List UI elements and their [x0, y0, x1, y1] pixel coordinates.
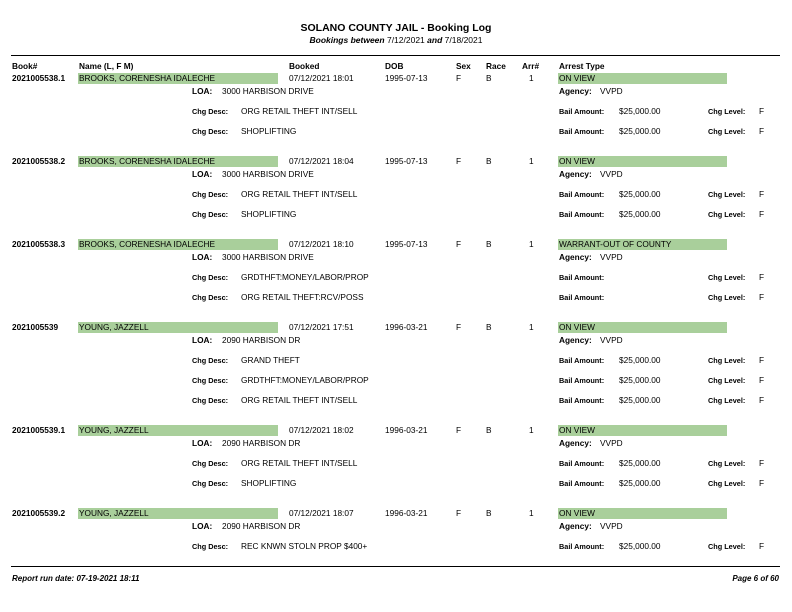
chg-desc-value: SHOPLIFTING — [241, 209, 297, 219]
chg-level-label: Chg Level: — [708, 107, 746, 116]
bail-amount-label: Bail Amount: — [559, 542, 605, 551]
chg-desc-value: SHOPLIFTING — [241, 126, 297, 136]
col-header-race: Race — [486, 61, 506, 71]
bail-amount-value: $25,000.00 — [619, 375, 661, 385]
chg-desc-value: ORG RETAIL THEFT INT/SELL — [241, 189, 358, 199]
bail-amount-label: Bail Amount: — [559, 190, 605, 199]
booked-datetime: 07/12/2021 18:02 — [289, 425, 354, 435]
dob: 1995-07-13 — [385, 239, 428, 249]
inmate-name: BROOKS, CORENESHA IDALECHE — [78, 156, 278, 167]
sex: F — [456, 156, 462, 166]
chg-level-label: Chg Level: — [708, 376, 746, 385]
chg-level-label: Chg Level: — [708, 542, 746, 551]
bail-amount-value: $25,000.00 — [619, 126, 661, 136]
loa-label: LOA: — [192, 335, 213, 345]
inmate-name: BROOKS, CORENESHA IDALECHE — [78, 73, 278, 84]
book-number: 2021005538.2 — [12, 156, 66, 166]
bail-amount-value: $25,000.00 — [619, 189, 661, 199]
chg-desc-value: ORG RETAIL THEFT:RCV/POSS — [241, 292, 364, 302]
chg-level-label: Chg Level: — [708, 356, 746, 365]
arrest-type: ON VIEW — [558, 425, 727, 436]
bail-amount-label: Bail Amount: — [559, 479, 605, 488]
arrest-number: 1 — [529, 322, 534, 332]
chg-desc-label: Chg Desc: — [192, 459, 229, 468]
chg-desc-label: Chg Desc: — [192, 479, 229, 488]
loa-label: LOA: — [192, 169, 213, 179]
chg-level-value: F — [759, 189, 765, 199]
bail-amount-value: $25,000.00 — [619, 395, 661, 405]
race: B — [486, 425, 492, 435]
chg-level-value: F — [759, 375, 765, 385]
bail-amount-label: Bail Amount: — [559, 376, 605, 385]
chg-level-label: Chg Level: — [708, 127, 746, 136]
chg-desc-value: GRDTHFT:MONEY/LABOR/PROP — [241, 375, 369, 385]
book-number: 2021005539.1 — [12, 425, 66, 435]
agency-label: Agency: — [559, 252, 592, 262]
race: B — [486, 73, 492, 83]
arrest-type: ON VIEW — [558, 322, 727, 333]
bail-amount-label: Bail Amount: — [559, 459, 605, 468]
bail-amount-label: Bail Amount: — [559, 273, 605, 282]
bail-amount-label: Bail Amount: — [559, 293, 605, 302]
book-number: 2021005539 — [12, 322, 59, 332]
subtitle-prefix: Bookings between — [309, 35, 385, 45]
agency-value: VVPD — [600, 252, 623, 262]
chg-desc-label: Chg Desc: — [192, 273, 229, 282]
booked-datetime: 07/12/2021 18:01 — [289, 73, 354, 83]
agency-value: VVPD — [600, 521, 623, 531]
sex: F — [456, 508, 462, 518]
chg-level-value: F — [759, 355, 765, 365]
agency-value: VVPD — [600, 169, 623, 179]
agency-value: VVPD — [600, 86, 623, 96]
chg-desc-value: GRAND THEFT — [241, 355, 300, 365]
chg-desc-value: SHOPLIFTING — [241, 478, 297, 488]
agency-label: Agency: — [559, 438, 592, 448]
chg-level-value: F — [759, 209, 765, 219]
agency-label: Agency: — [559, 86, 592, 96]
loa-label: LOA: — [192, 438, 213, 448]
chg-level-value: F — [759, 395, 765, 405]
race: B — [486, 508, 492, 518]
chg-level-value: F — [759, 272, 765, 282]
arrest-type: ON VIEW — [558, 508, 727, 519]
bail-amount-value: $25,000.00 — [619, 458, 661, 468]
arrest-number: 1 — [529, 508, 534, 518]
arrest-number: 1 — [529, 156, 534, 166]
chg-level-label: Chg Level: — [708, 273, 746, 282]
loa-value: 3000 HARBISON DRIVE — [222, 86, 314, 96]
inmate-name: YOUNG, JAZZELL — [78, 508, 278, 519]
bail-amount-value: $25,000.00 — [619, 106, 661, 116]
bail-amount-value: $25,000.00 — [619, 355, 661, 365]
dob: 1995-07-13 — [385, 156, 428, 166]
col-header-booked: Booked — [289, 61, 320, 71]
loa-value: 2090 HARBISON DR — [222, 521, 301, 531]
chg-level-label: Chg Level: — [708, 293, 746, 302]
race: B — [486, 239, 492, 249]
agency-value: VVPD — [600, 438, 623, 448]
book-number: 2021005538.1 — [12, 73, 66, 83]
chg-level-value: F — [759, 541, 765, 551]
chg-desc-label: Chg Desc: — [192, 356, 229, 365]
race: B — [486, 322, 492, 332]
col-header-name: Name (L, F M) — [79, 61, 134, 71]
sex: F — [456, 73, 462, 83]
book-number: 2021005538.3 — [12, 239, 66, 249]
dob: 1995-07-13 — [385, 73, 428, 83]
header-divider — [11, 55, 780, 56]
loa-label: LOA: — [192, 521, 213, 531]
chg-desc-label: Chg Desc: — [192, 127, 229, 136]
arrest-type: ON VIEW — [558, 73, 727, 84]
bail-amount-label: Bail Amount: — [559, 210, 605, 219]
report-run-date: Report run date: 07-19-2021 18:11 — [12, 574, 140, 583]
bail-amount-label: Bail Amount: — [559, 107, 605, 116]
bail-amount-label: Bail Amount: — [559, 127, 605, 136]
book-number: 2021005539.2 — [12, 508, 66, 518]
race: B — [486, 156, 492, 166]
chg-level-value: F — [759, 292, 765, 302]
inmate-name: YOUNG, JAZZELL — [78, 322, 278, 333]
agency-value: VVPD — [600, 335, 623, 345]
report-subtitle — [0, 35, 792, 45]
chg-desc-label: Chg Desc: — [192, 542, 229, 551]
bail-amount-value: $25,000.00 — [619, 209, 661, 219]
bail-amount-label: Bail Amount: — [559, 396, 605, 405]
subtitle-and: and — [427, 35, 443, 45]
sex: F — [456, 425, 462, 435]
dob: 1996-03-21 — [385, 508, 428, 518]
chg-desc-label: Chg Desc: — [192, 107, 229, 116]
chg-level-label: Chg Level: — [708, 396, 746, 405]
agency-label: Agency: — [559, 335, 592, 345]
chg-level-label: Chg Level: — [708, 459, 746, 468]
chg-level-label: Chg Level: — [708, 479, 746, 488]
sex: F — [456, 322, 462, 332]
chg-level-label: Chg Level: — [708, 190, 746, 199]
loa-value: 3000 HARBISON DRIVE — [222, 252, 314, 262]
chg-level-value: F — [759, 106, 765, 116]
chg-level-value: F — [759, 126, 765, 136]
loa-label: LOA: — [192, 252, 213, 262]
booked-datetime: 07/12/2021 18:10 — [289, 239, 354, 249]
arrest-number: 1 — [529, 73, 534, 83]
arrest-number: 1 — [529, 425, 534, 435]
footer-divider — [11, 566, 780, 567]
chg-desc-value: REC KNWN STOLN PROP $400+ — [241, 541, 368, 551]
loa-value: 3000 HARBISON DRIVE — [222, 169, 314, 179]
booked-datetime: 07/12/2021 18:04 — [289, 156, 354, 166]
col-header-sex: Sex — [456, 61, 471, 71]
chg-desc-value: ORG RETAIL THEFT INT/SELL — [241, 106, 358, 116]
chg-desc-label: Chg Desc: — [192, 293, 229, 302]
agency-label: Agency: — [559, 169, 592, 179]
chg-desc-label: Chg Desc: — [192, 210, 229, 219]
loa-value: 2090 HARBISON DR — [222, 335, 301, 345]
page-number: Page 6 of 60 — [732, 574, 779, 583]
dob: 1996-03-21 — [385, 425, 428, 435]
arrest-type: ON VIEW — [558, 156, 727, 167]
col-header-dob: DOB — [385, 61, 404, 71]
inmate-name: BROOKS, CORENESHA IDALECHE — [78, 239, 278, 250]
inmate-name: YOUNG, JAZZELL — [78, 425, 278, 436]
chg-level-label: Chg Level: — [708, 210, 746, 219]
chg-desc-label: Chg Desc: — [192, 396, 229, 405]
agency-label: Agency: — [559, 521, 592, 531]
bail-amount-value: $25,000.00 — [619, 541, 661, 551]
bail-amount-label: Bail Amount: — [559, 356, 605, 365]
report-title: SOLANO COUNTY JAIL - Booking Log — [300, 22, 492, 34]
sex: F — [456, 239, 462, 249]
chg-desc-value: ORG RETAIL THEFT INT/SELL — [241, 458, 358, 468]
chg-desc-label: Chg Desc: — [192, 376, 229, 385]
chg-level-value: F — [759, 458, 765, 468]
date-from: 7/12/2021 — [386, 35, 425, 45]
loa-value: 2090 HARBISON DR — [222, 438, 301, 448]
booked-datetime: 07/12/2021 17:51 — [289, 322, 354, 332]
chg-level-value: F — [759, 478, 765, 488]
col-header-book: Book# — [12, 61, 38, 71]
loa-label: LOA: — [192, 86, 213, 96]
chg-desc-value: GRDTHFT:MONEY/LABOR/PROP — [241, 272, 369, 282]
arrest-type: WARRANT-OUT OF COUNTY — [558, 239, 727, 250]
date-to: 7/18/2021 — [444, 35, 483, 45]
col-header-arr: Arr# — [522, 61, 540, 71]
dob: 1996-03-21 — [385, 322, 428, 332]
booked-datetime: 07/12/2021 18:07 — [289, 508, 354, 518]
col-header-arrest-type: Arrest Type — [559, 61, 605, 71]
bail-amount-value: $25,000.00 — [619, 478, 661, 488]
chg-desc-value: ORG RETAIL THEFT INT/SELL — [241, 395, 358, 405]
arrest-number: 1 — [529, 239, 534, 249]
chg-desc-label: Chg Desc: — [192, 190, 229, 199]
